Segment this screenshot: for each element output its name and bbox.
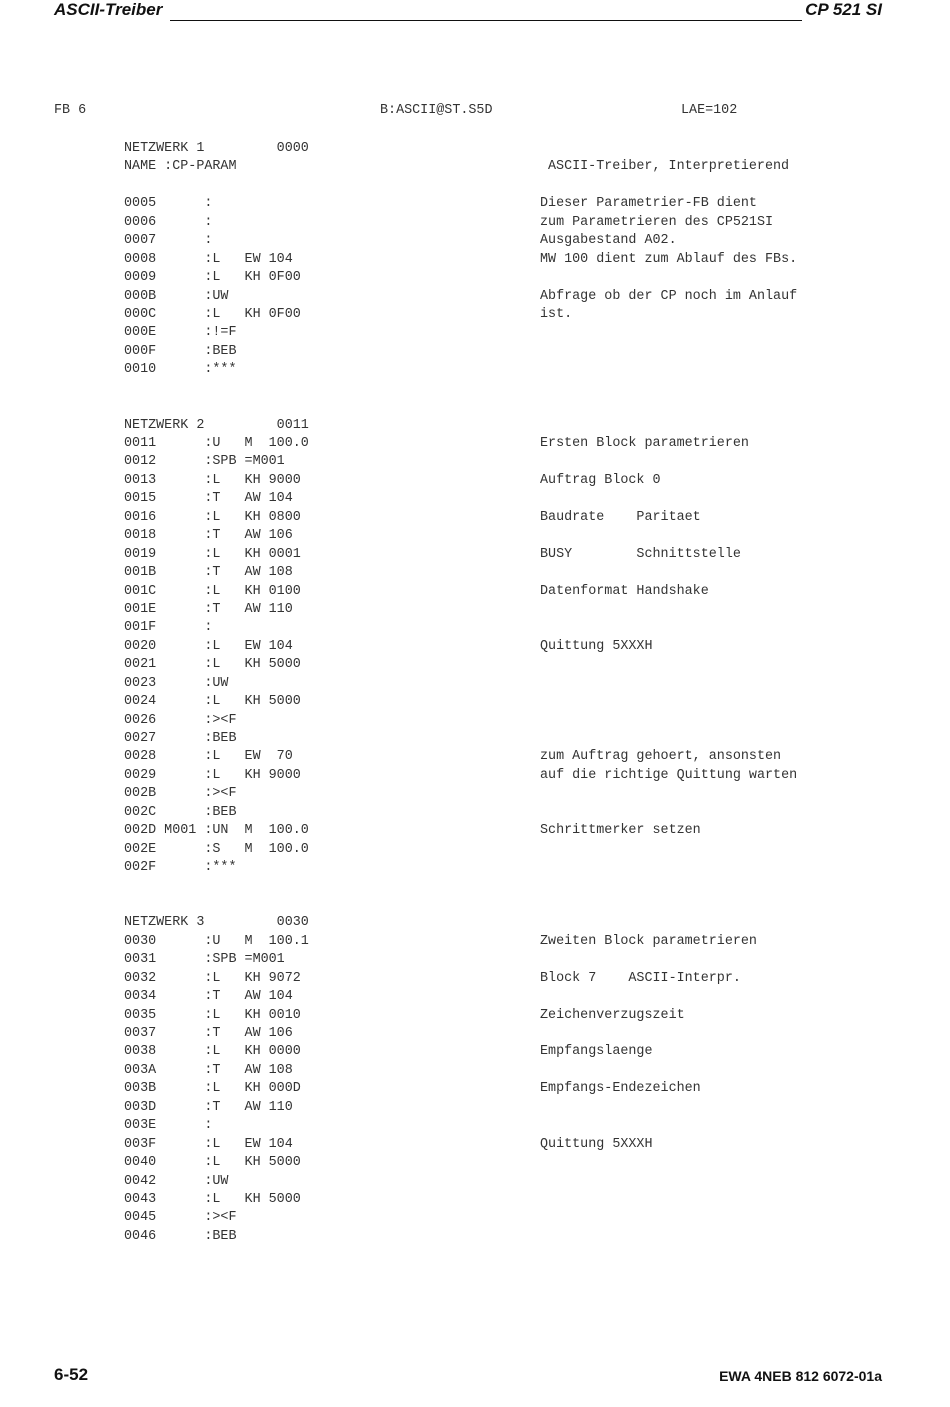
listing-row	[124, 656, 904, 674]
code-text: 0026 :><F	[124, 712, 237, 728]
listing-row	[124, 675, 904, 693]
listing-row	[124, 785, 904, 803]
listing-row	[124, 822, 904, 840]
code-text: 002D M001 :UN M 100.0	[124, 823, 309, 839]
code-text: 003B :L KH 000D	[124, 1081, 301, 1097]
listing-row	[124, 914, 904, 932]
listing-row	[124, 417, 904, 435]
code-text: 0016 :L KH 0800	[124, 509, 301, 525]
comment-text: Zeichenverzugszeit	[540, 1007, 685, 1023]
listing-row	[124, 1099, 904, 1117]
comment-text: Abfrage ob der CP noch im Anlauf	[540, 288, 798, 304]
code-text: 0011 :U M 100.0	[124, 436, 309, 451]
comment-text: Dieser Parametrier-FB dient	[540, 196, 757, 212]
listing-row	[124, 748, 904, 766]
code-text: 003A :T AW 108	[124, 1062, 293, 1078]
code-text: 000F :BEB	[124, 343, 237, 359]
listing-row	[124, 380, 904, 398]
code-text: 0042 :UW	[124, 1173, 229, 1189]
code-text: 0012 :SPB =M001	[124, 454, 285, 470]
listing-row	[124, 1173, 904, 1191]
comment-text: Datenformat Handshake	[540, 583, 709, 599]
code-text: 0037 :T AW 106	[124, 1026, 293, 1041]
comment-text: Quittung 5XXXH	[540, 1136, 653, 1152]
listing-row	[124, 1154, 904, 1172]
header-product: CP 521 SI	[805, 0, 882, 19]
listing-row	[124, 140, 904, 158]
code-text: 0029 :L KH 9000	[124, 767, 301, 783]
comment-text: Zweiten Block parametrieren	[540, 933, 757, 949]
code-text: 0040 :L KH 5000	[124, 1155, 301, 1171]
code-text: 0034 :T AW 104	[124, 989, 293, 1005]
listing-row	[124, 195, 904, 213]
listing-row	[124, 1209, 904, 1227]
listing-row	[124, 712, 904, 730]
listing-row	[124, 324, 904, 342]
code-text: NAME :CP-PARAM	[124, 159, 237, 175]
code-text: 0031 :SPB =M001	[124, 952, 285, 968]
code-text: 000C :L KH 0F00	[124, 306, 301, 322]
code-text: 0020 :L EW 104	[124, 638, 293, 654]
comment-text: Empfangslaenge	[540, 1044, 653, 1060]
code-text: 000B :UW	[124, 288, 229, 304]
code-text: 003F :L EW 104	[124, 1136, 293, 1152]
listing-row	[124, 693, 904, 711]
listing-row	[124, 398, 904, 416]
stl-listing	[124, 140, 904, 1246]
code-text: 0038 :L KH 0000	[124, 1044, 301, 1060]
code-text: 0018 :T AW 106	[124, 528, 293, 544]
listing-row	[124, 177, 904, 195]
block-length: LAE=102	[681, 103, 738, 118]
listing-row	[124, 1062, 904, 1080]
listing-row	[124, 1117, 904, 1135]
listing-row	[124, 1191, 904, 1209]
listing-row	[124, 453, 904, 471]
comment-text: Schrittmerker setzen	[540, 823, 701, 839]
listing-row	[124, 988, 904, 1006]
listing-row	[124, 546, 904, 564]
code-text: 0046 :BEB	[124, 1228, 237, 1244]
listing-row	[124, 804, 904, 822]
code-text: NETZWERK 2 0011	[124, 417, 309, 433]
code-text: 0027 :BEB	[124, 731, 237, 746]
code-text: 0023 :UW	[124, 675, 229, 691]
comment-text: Block 7 ASCII-Interpr.	[540, 970, 741, 986]
comment-text: ist.	[540, 306, 573, 322]
listing-row	[124, 435, 904, 453]
listing-row	[124, 251, 904, 269]
listing-row	[124, 933, 904, 951]
code-text: 0013 :L KH 9000	[124, 472, 301, 488]
listing-row	[124, 527, 904, 545]
code-text: 001F :	[124, 620, 213, 636]
code-text: 0010 :***	[124, 362, 237, 378]
code-text: 0021 :L KH 5000	[124, 657, 301, 673]
listing-row	[124, 1228, 904, 1246]
listing-row	[124, 878, 904, 896]
listing-row	[124, 896, 904, 914]
listing-row	[124, 601, 904, 619]
code-text: 003E :	[124, 1118, 213, 1134]
listing-row	[124, 619, 904, 637]
code-text: 002E :S M 100.0	[124, 841, 309, 857]
page-number: 6-52	[54, 1365, 89, 1384]
code-text: 0005 :	[124, 196, 213, 212]
listing-row	[124, 859, 904, 877]
listing-row	[124, 841, 904, 859]
code-text: 002B :><F	[124, 786, 237, 802]
code-text: 002F :***	[124, 860, 237, 876]
listing-row	[124, 269, 904, 287]
code-text: 0045 :><F	[124, 1210, 237, 1226]
code-text: 001E :T AW 110	[124, 601, 293, 617]
comment-text: BUSY Schnittstelle	[540, 546, 741, 562]
code-text: 0032 :L KH 9072	[124, 970, 301, 986]
comment-text: Empfangs-Endezeichen	[540, 1081, 701, 1097]
code-text: 0024 :L KH 5000	[124, 694, 301, 710]
code-text: 0015 :T AW 104	[124, 491, 293, 507]
code-text: NETZWERK 1 0000	[124, 141, 309, 156]
listing-row	[124, 472, 904, 490]
listing-row	[124, 158, 904, 176]
code-text: 000E :!=F	[124, 325, 237, 341]
comment-text: zum Parametrieren des CP521SI	[540, 214, 774, 230]
comment-text: Baudrate Paritaet	[540, 509, 701, 525]
code-text: 0035 :L KH 0010	[124, 1007, 301, 1023]
listing-row	[124, 490, 904, 508]
listing-row	[124, 564, 904, 582]
comment-text: ASCII-Treiber, Interpretierend	[548, 159, 790, 175]
code-text: 0008 :L EW 104	[124, 251, 293, 267]
code-text: 0028 :L EW 70	[124, 749, 293, 765]
code-text: NETZWERK 3 0030	[124, 915, 309, 931]
comment-text: Auftrag Block 0	[540, 472, 661, 488]
block-name: FB 6	[54, 103, 87, 118]
code-text: 0030 :U M 100.1	[124, 933, 309, 949]
document-id: EWA 4NEB 812 6072-01a	[719, 1368, 882, 1384]
listing-row	[124, 638, 904, 656]
code-text: 001B :T AW 108	[124, 565, 293, 581]
listing-row	[124, 730, 904, 748]
page-header	[54, 0, 882, 28]
block-info-line	[54, 103, 854, 121]
listing-row	[124, 1007, 904, 1025]
listing-row	[124, 951, 904, 969]
code-text: 0043 :L KH 5000	[124, 1191, 301, 1207]
listing-row	[124, 306, 904, 324]
code-text: 0009 :L KH 0F00	[124, 270, 301, 286]
comment-text: auf die richtige Quittung warten	[540, 767, 798, 783]
file-name: B:ASCII@ST.S5D	[380, 103, 493, 118]
comment-text: Ausgabestand A02.	[540, 233, 677, 249]
code-text: 0019 :L KH 0001	[124, 546, 301, 562]
comment-text: Ersten Block parametrieren	[540, 436, 749, 451]
comment-text: Quittung 5XXXH	[540, 638, 653, 654]
code-text: 003D :T AW 110	[124, 1099, 293, 1115]
code-text: 0007 :	[124, 233, 213, 249]
listing-row	[124, 288, 904, 306]
listing-row	[124, 1080, 904, 1098]
header-title: ASCII-Treiber	[54, 0, 163, 19]
listing-row	[124, 1043, 904, 1061]
listing-row	[124, 767, 904, 785]
listing-row	[124, 970, 904, 988]
comment-text: MW 100 dient zum Ablauf des FBs.	[540, 251, 798, 267]
listing-row	[124, 1136, 904, 1154]
listing-row	[124, 1025, 904, 1043]
listing-row	[124, 343, 904, 361]
comment-text: zum Auftrag gehoert, ansonsten	[540, 749, 782, 765]
header-rule	[170, 20, 802, 21]
code-text: 001C :L KH 0100	[124, 583, 301, 599]
code-text: 002C :BEB	[124, 804, 237, 820]
listing-row	[124, 214, 904, 232]
listing-row	[124, 509, 904, 527]
listing-row	[124, 232, 904, 250]
listing-row	[124, 583, 904, 601]
code-text: 0006 :	[124, 214, 213, 230]
listing-row	[124, 361, 904, 379]
